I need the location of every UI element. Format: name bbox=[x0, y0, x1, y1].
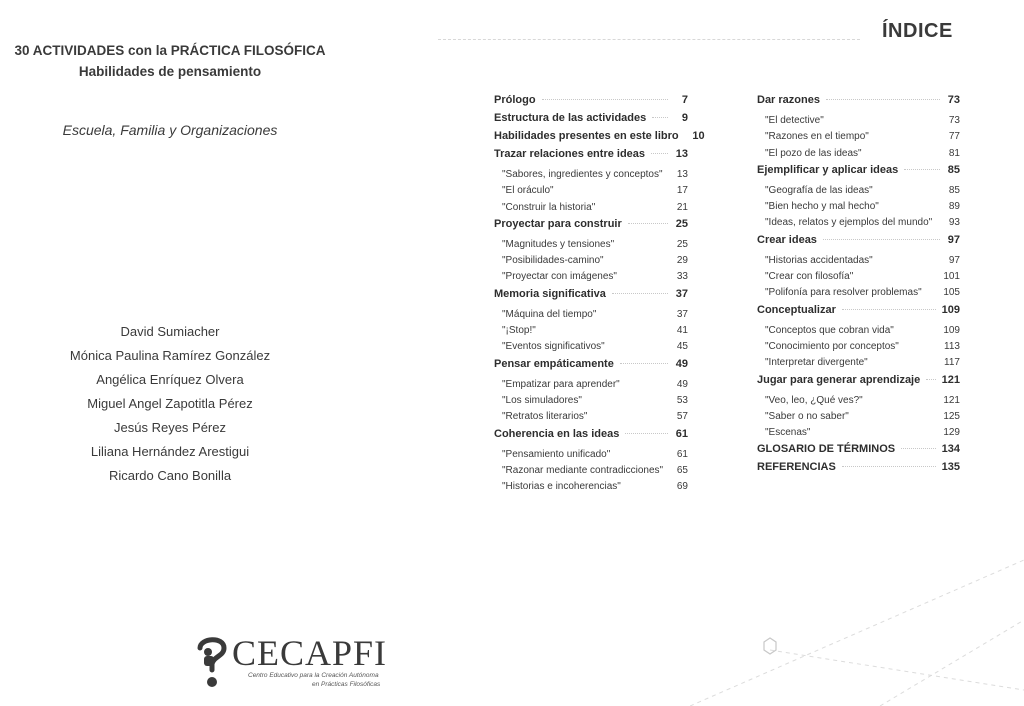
activity-page-number: 57 bbox=[676, 411, 688, 423]
activity-page-number: 33 bbox=[676, 271, 688, 283]
activity-page-number: 113 bbox=[944, 340, 960, 352]
activity-entry[interactable] bbox=[494, 185, 688, 201]
activity-entry[interactable] bbox=[494, 169, 688, 185]
activity-entry[interactable] bbox=[757, 148, 960, 164]
index-section-heading[interactable] bbox=[494, 112, 688, 130]
index-section bbox=[494, 358, 688, 428]
activity-entry[interactable] bbox=[757, 217, 960, 233]
section-page-number: 61 bbox=[675, 427, 688, 440]
dot-leader bbox=[620, 363, 668, 364]
activity-page-number: 53 bbox=[676, 394, 688, 406]
activity-title: "Historias accidentadas" bbox=[765, 254, 873, 266]
dot-leader bbox=[926, 379, 935, 380]
activity-list bbox=[757, 115, 960, 164]
index-column-left bbox=[494, 94, 705, 497]
activity-title: "El oráculo" bbox=[502, 185, 554, 197]
section-title: REFERENCIAS bbox=[757, 461, 836, 474]
activity-entry[interactable] bbox=[757, 357, 960, 373]
activity-page-number: 41 bbox=[676, 325, 688, 337]
section-title: Jugar para generar aprendizaje bbox=[757, 373, 921, 386]
activity-entry[interactable] bbox=[494, 481, 688, 497]
index-section-heading[interactable] bbox=[757, 164, 960, 182]
index-section-heading[interactable] bbox=[494, 218, 688, 236]
dot-leader bbox=[826, 99, 940, 100]
activity-entry[interactable] bbox=[757, 271, 960, 287]
index-section-heading[interactable] bbox=[494, 358, 688, 376]
decorative-lines bbox=[690, 540, 1024, 706]
activity-title: "Eventos significativos" bbox=[502, 341, 605, 353]
activity-title: "Retratos literarios" bbox=[502, 411, 588, 423]
activity-title: "Razonar mediante contradicciones" bbox=[502, 464, 664, 476]
section-title: Estructura de las actividades bbox=[494, 112, 647, 124]
activity-title: "Interpretar divergente" bbox=[765, 357, 868, 369]
index-section bbox=[494, 112, 688, 130]
book-subtitle: Escuela, Familia y Organizaciones bbox=[62, 122, 278, 138]
index-section bbox=[494, 218, 688, 288]
index-section-heading[interactable] bbox=[757, 304, 960, 322]
activity-entry[interactable] bbox=[757, 287, 960, 303]
index-section bbox=[494, 288, 688, 358]
index-section bbox=[757, 234, 960, 304]
index-section-heading[interactable] bbox=[494, 94, 688, 112]
activity-title: "Conocimiento por conceptos" bbox=[765, 340, 899, 352]
activity-entry[interactable] bbox=[494, 239, 688, 255]
activity-title: "Empatizar para aprender" bbox=[502, 378, 620, 390]
section-title: Memoria significativa bbox=[494, 287, 606, 300]
index-section-heading[interactable] bbox=[757, 443, 960, 461]
index-section bbox=[757, 374, 960, 444]
activity-page-number: 45 bbox=[676, 341, 688, 353]
section-title: Ejemplificar y aplicar ideas bbox=[757, 163, 899, 176]
activity-entry[interactable] bbox=[757, 115, 960, 131]
activity-title: "Razones en el tiempo" bbox=[765, 131, 869, 143]
section-title: Prólogo bbox=[494, 94, 536, 106]
activity-entry[interactable] bbox=[494, 395, 688, 411]
activity-entry[interactable] bbox=[494, 465, 688, 481]
activity-list bbox=[494, 379, 688, 428]
activity-title: "Crear con filosofía" bbox=[765, 271, 854, 283]
activity-title: "Posibilidades-camino" bbox=[502, 255, 604, 267]
activity-list bbox=[757, 185, 960, 234]
activity-entry[interactable] bbox=[757, 185, 960, 201]
dot-leader bbox=[842, 466, 936, 467]
activity-title: "Máquina del tiempo" bbox=[502, 308, 597, 320]
author-name: Liliana Hernández Arestigui bbox=[90, 444, 250, 459]
dot-leader bbox=[612, 293, 668, 294]
activity-title: "Geografía de las ideas" bbox=[765, 184, 873, 196]
author-name: Angélica Enríquez Olvera bbox=[96, 372, 244, 387]
section-title: Crear ideas bbox=[757, 233, 817, 246]
section-title: GLOSARIO DE TÉRMINOS bbox=[757, 443, 896, 456]
activity-title: "Proyectar con imágenes" bbox=[502, 271, 617, 283]
activity-page-number: 101 bbox=[943, 271, 960, 283]
activity-page-number: 129 bbox=[943, 427, 960, 439]
activity-list bbox=[494, 169, 688, 218]
activity-entry[interactable] bbox=[494, 309, 688, 325]
activity-title: "Pensamiento unificado" bbox=[502, 448, 611, 460]
index-section bbox=[494, 428, 688, 498]
section-page-number: 10 bbox=[692, 130, 705, 142]
dot-leader bbox=[628, 223, 668, 224]
section-page-number: 49 bbox=[675, 357, 688, 370]
activity-list bbox=[494, 239, 688, 288]
index-section-heading[interactable] bbox=[757, 374, 960, 392]
section-title: Trazar relaciones entre ideas bbox=[494, 148, 646, 160]
dot-leader bbox=[542, 99, 668, 100]
logo-tagline-line1: Centro Educativo para la Creación Autónoma bbox=[248, 672, 379, 679]
activity-title: "Polifonía para resolver problemas" bbox=[765, 287, 922, 299]
index-title: ÍNDICE bbox=[882, 20, 953, 42]
activity-entry[interactable] bbox=[757, 255, 960, 271]
activity-entry[interactable] bbox=[757, 341, 960, 357]
logo-tagline-line2: en Prácticas Filosóficas bbox=[312, 681, 381, 688]
activity-entry[interactable] bbox=[494, 255, 688, 271]
activity-entry[interactable] bbox=[757, 325, 960, 341]
activity-page-number: 69 bbox=[676, 481, 688, 493]
dot-leader bbox=[904, 169, 940, 170]
activity-entry[interactable] bbox=[494, 411, 688, 427]
dot-leader bbox=[652, 117, 668, 118]
book-title-line1: 30 ACTIVIDADES con la PRÁCTICA FILOSÓFICA bbox=[14, 43, 326, 58]
index-section bbox=[494, 130, 705, 148]
book-title bbox=[0, 40, 340, 82]
section-page-number: 85 bbox=[947, 163, 960, 176]
activity-page-number: 21 bbox=[676, 201, 688, 213]
activity-page-number: 77 bbox=[948, 131, 960, 143]
activity-title: "¡Stop!" bbox=[502, 325, 536, 337]
section-page-number: 37 bbox=[675, 287, 688, 300]
activity-title: "Construir la historia" bbox=[502, 201, 596, 213]
activity-entry[interactable] bbox=[494, 449, 688, 465]
author-name: Ricardo Cano Bonilla bbox=[108, 468, 232, 483]
dot-leader bbox=[651, 153, 668, 154]
dot-leader bbox=[842, 309, 936, 310]
activity-page-number: 125 bbox=[943, 410, 960, 422]
activity-list bbox=[757, 325, 960, 374]
author-name: Jesús Reyes Pérez bbox=[114, 420, 226, 435]
activity-list bbox=[494, 449, 688, 498]
activity-title: "Ideas, relatos y ejemplos del mundo" bbox=[765, 217, 933, 229]
activity-list bbox=[757, 255, 960, 304]
index-section-heading[interactable] bbox=[757, 461, 960, 479]
section-page-number: 109 bbox=[941, 303, 960, 316]
section-title: Conceptualizar bbox=[757, 303, 836, 316]
author-name: David Sumiacher bbox=[120, 324, 220, 339]
activity-title: "Los simuladores" bbox=[502, 394, 582, 406]
section-page-number: 134 bbox=[941, 443, 960, 456]
activity-title: "Saber o no saber" bbox=[765, 410, 849, 422]
section-page-number: 7 bbox=[681, 94, 688, 106]
section-page-number: 9 bbox=[681, 112, 688, 124]
activity-page-number: 109 bbox=[943, 324, 960, 336]
activity-title: "Sabores, ingredientes y conceptos" bbox=[502, 169, 663, 180]
activity-page-number: 117 bbox=[944, 357, 960, 369]
activity-page-number: 81 bbox=[948, 147, 960, 159]
activity-entry[interactable] bbox=[757, 201, 960, 217]
index-section-heading[interactable] bbox=[494, 148, 688, 166]
activity-list bbox=[757, 395, 960, 444]
dot-leader bbox=[901, 448, 936, 449]
activity-page-number: 17 bbox=[676, 185, 688, 197]
index-section-heading[interactable] bbox=[494, 428, 688, 446]
activity-page-number: 89 bbox=[948, 201, 960, 213]
index-section-heading[interactable] bbox=[494, 288, 688, 306]
index-section-heading[interactable] bbox=[494, 130, 705, 148]
activity-entry[interactable] bbox=[757, 395, 960, 411]
index-section bbox=[757, 461, 960, 479]
section-page-number: 25 bbox=[675, 217, 688, 230]
activity-title: "Magnitudes y tensiones" bbox=[502, 238, 615, 250]
activity-page-number: 37 bbox=[676, 308, 688, 320]
book-title-line2: Habilidades de pensamiento bbox=[78, 64, 262, 79]
activity-page-number: 25 bbox=[676, 238, 688, 250]
section-title: Pensar empáticamente bbox=[494, 357, 614, 370]
activity-title: "El pozo de las ideas" bbox=[765, 147, 862, 159]
activity-page-number: 29 bbox=[676, 255, 688, 267]
activity-entry[interactable] bbox=[494, 202, 688, 218]
section-title: Dar razones bbox=[757, 94, 820, 106]
activity-page-number: 49 bbox=[676, 378, 688, 390]
activity-entry[interactable] bbox=[757, 427, 960, 443]
index-section bbox=[757, 443, 960, 461]
author-name: Mónica Paulina Ramírez González bbox=[69, 348, 271, 363]
section-page-number: 121 bbox=[941, 373, 960, 386]
section-page-number: 135 bbox=[941, 461, 960, 474]
author-name: Miguel Angel Zapotitla Pérez bbox=[87, 396, 253, 411]
activity-entry[interactable] bbox=[757, 411, 960, 427]
section-title: Proyectar para construir bbox=[494, 217, 622, 230]
activity-entry[interactable] bbox=[494, 379, 688, 395]
activity-title: "Historias e incoherencias" bbox=[502, 481, 621, 493]
index-section bbox=[757, 164, 960, 234]
section-page-number: 97 bbox=[947, 233, 960, 246]
index-column-right bbox=[757, 94, 960, 479]
activity-page-number: 61 bbox=[676, 448, 688, 460]
dot-leader bbox=[823, 239, 940, 240]
section-page-number: 73 bbox=[947, 94, 960, 106]
header-divider bbox=[438, 39, 860, 40]
activity-title: "Escenas" bbox=[765, 427, 811, 439]
activity-entry[interactable] bbox=[494, 325, 688, 341]
activity-page-number: 93 bbox=[948, 217, 960, 229]
activity-page-number: 65 bbox=[676, 464, 688, 476]
index-section bbox=[494, 148, 688, 218]
activity-page-number: 85 bbox=[948, 184, 960, 196]
authors-list bbox=[0, 320, 340, 488]
activity-entry[interactable] bbox=[757, 131, 960, 147]
section-title: Coherencia en las ideas bbox=[494, 427, 620, 440]
activity-title: "Conceptos que cobran vida" bbox=[765, 324, 894, 336]
activity-page-number: 97 bbox=[948, 254, 960, 266]
activity-page-number: 121 bbox=[943, 394, 960, 406]
activity-title: "El detective" bbox=[765, 115, 824, 126]
index-section bbox=[757, 304, 960, 374]
activity-page-number: 73 bbox=[948, 115, 960, 126]
section-title: Habilidades presentes en este libro bbox=[494, 130, 679, 142]
activity-title: "Veo, leo, ¿Qué ves?" bbox=[765, 394, 863, 406]
section-page-number: 13 bbox=[675, 148, 688, 160]
activity-entry[interactable] bbox=[494, 341, 688, 357]
dot-leader bbox=[625, 433, 668, 434]
index-section bbox=[757, 94, 960, 164]
index-section bbox=[494, 94, 688, 112]
activity-list bbox=[494, 309, 688, 358]
activity-title: "Bien hecho y mal hecho" bbox=[765, 201, 879, 213]
thinker-logo-icon bbox=[194, 634, 230, 690]
index-section-heading[interactable] bbox=[757, 94, 960, 112]
index-section-heading[interactable] bbox=[757, 234, 960, 252]
activity-page-number: 13 bbox=[676, 169, 688, 180]
activity-page-number: 105 bbox=[943, 287, 960, 299]
activity-entry[interactable] bbox=[494, 271, 688, 287]
logo-wordmark: CECAPFI bbox=[232, 633, 388, 673]
